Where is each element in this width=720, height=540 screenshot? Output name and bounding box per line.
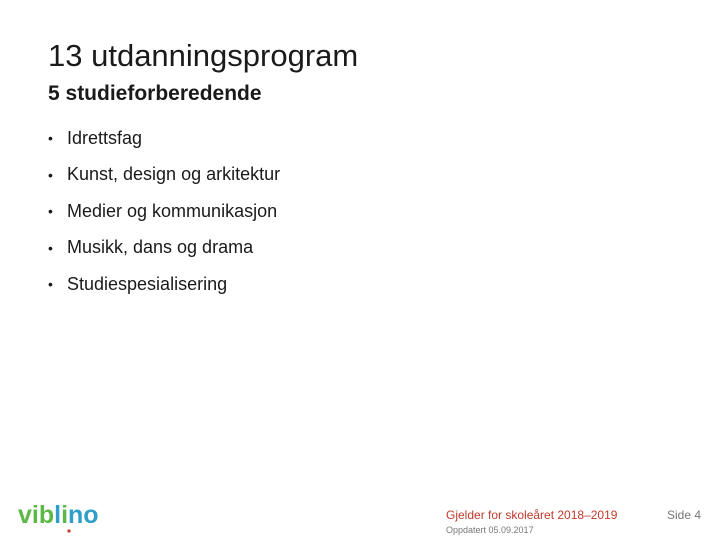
bullet-label: Studiespesialisering <box>67 273 228 294</box>
bullet-item-kunst-design-arkitektur <box>48 157 280 194</box>
bullet-label: Kunst, design og arkitektur <box>67 164 281 185</box>
bullet-item-medier-kommunikasjon <box>48 193 280 230</box>
page-number: Side 4 <box>667 508 702 522</box>
bullet-label: Idrettsfag <box>67 127 143 148</box>
bullet-label: Medier og kommunikasjon <box>67 200 278 221</box>
bullet-item-musikk-dans-drama <box>48 230 280 267</box>
footer-updated-date: Oppdatert 05.09.2017 <box>446 525 534 535</box>
bullet-icon: • <box>48 239 53 256</box>
bullet-item-studiespesialisering <box>48 266 280 303</box>
slide-subtitle: 5 studieforberedende <box>48 82 262 105</box>
bullet-icon: • <box>48 276 53 293</box>
vilbino-logo <box>18 498 108 534</box>
bullet-icon: • <box>48 166 53 183</box>
bullet-label: Musikk, dans og drama <box>67 237 254 258</box>
slide-title: 13 utdanningsprogram <box>48 38 359 73</box>
footer-validity-note: Gjelder for skoleåret 2018–2019 <box>446 508 618 522</box>
bullet-list <box>48 120 280 303</box>
logo-dot-icon <box>67 529 70 532</box>
bullet-icon: • <box>48 130 53 147</box>
bullet-item-idrettsfag <box>48 120 280 157</box>
vilbino-logo-text: viblino <box>18 501 99 529</box>
bullet-icon: • <box>48 203 53 220</box>
